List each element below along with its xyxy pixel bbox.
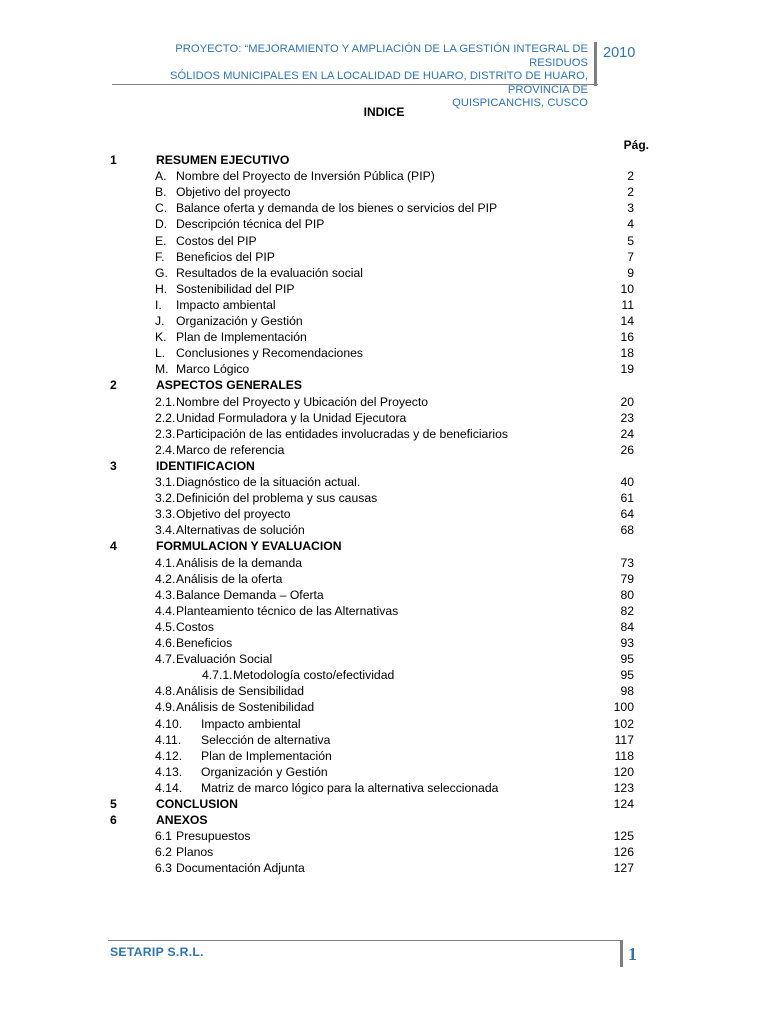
toc-page-number: 93 <box>620 636 634 650</box>
footer-rule <box>108 940 620 941</box>
toc-entry-code: 3.4. <box>155 523 176 538</box>
toc-entry-code: D. <box>155 217 168 232</box>
toc-entry-title: Planos <box>176 845 214 860</box>
toc-entry-row <box>0 281 768 297</box>
toc-entry-title: Planteamiento técnico de las Alternativas <box>176 603 399 618</box>
toc-entry-code: 6.2 <box>155 845 172 860</box>
toc-section-number: 3 <box>110 458 117 473</box>
toc-entry-code: 2.3. <box>155 426 176 441</box>
toc-page-number: 79 <box>620 571 634 586</box>
toc-entry-title: Costos del PIP <box>176 233 257 248</box>
toc-entry-code: M. <box>155 362 169 377</box>
toc-entry-code: 3.3. <box>155 507 176 522</box>
toc-section-title: ANEXOS <box>156 813 208 828</box>
toc-entry-title: Alternativas de solución <box>176 523 305 538</box>
toc-entry-code: K. <box>155 330 167 345</box>
toc-entry-title: Documentación Adjunta <box>176 861 305 876</box>
toc-entry-code: 2.1. <box>155 394 176 409</box>
toc-page-number: 125 <box>613 829 634 844</box>
toc-entry-title: Beneficios <box>176 636 233 650</box>
toc-entry-title: Análisis de la demanda <box>176 555 303 570</box>
toc-entry-code: 4.12. <box>155 748 183 763</box>
toc-section-row <box>0 796 768 812</box>
toc-entry-code: 3.1. <box>155 475 176 489</box>
toc-page-number: 61 <box>620 491 634 506</box>
toc-entry-row <box>0 748 768 764</box>
toc-section-number: 5 <box>110 797 117 811</box>
toc-page-number: 9 <box>627 265 634 280</box>
toc-entry-code: A. <box>155 169 167 184</box>
toc-page-number: 120 <box>613 764 634 779</box>
toc-page-number: 40 <box>620 475 634 489</box>
toc-section-row <box>0 458 768 474</box>
toc-entry-title: Análisis de Sensibilidad <box>176 684 305 699</box>
toc-entry-code: 4.5. <box>155 619 176 634</box>
toc-entry-title: Análisis de la oferta <box>176 571 283 586</box>
toc-page-number: 118 <box>614 748 634 763</box>
toc-entry-row <box>0 474 768 490</box>
toc-section-number: 2 <box>110 378 117 393</box>
toc-entry-row <box>0 297 768 313</box>
toc-entry-code: 6.3 <box>155 861 172 876</box>
toc-entry-title: Evaluación Social <box>176 652 273 667</box>
toc-entry-row <box>0 619 768 635</box>
toc-entry-row <box>0 555 768 571</box>
toc-entry-code: 4.10. <box>155 716 183 731</box>
toc-page-number: 20 <box>620 394 634 409</box>
toc-entry-title: Nombre del Proyecto y Ubicación del Proyecto <box>176 394 428 409</box>
toc-entry-row <box>0 426 768 442</box>
toc-page-number: 16 <box>620 330 634 345</box>
toc-page-number: 19 <box>620 362 634 377</box>
toc-section-title: RESUMEN EJECUTIVO <box>156 153 290 167</box>
toc-page-number: 11 <box>621 297 634 312</box>
toc-entry-title: Unidad Formuladora y la Unidad Ejecutora <box>176 410 407 425</box>
toc-entry-title: Plan de Implementación <box>201 748 332 763</box>
toc-entry-title: Beneficios del PIP <box>176 249 275 264</box>
toc-page-number: 98 <box>620 684 634 699</box>
toc-entry-code: 4.7. <box>155 652 176 667</box>
toc-entry-title: Impacto ambiental <box>176 297 276 312</box>
toc-entry-row <box>0 345 768 361</box>
toc-entry-row <box>0 716 768 732</box>
toc-entry-row <box>0 683 768 699</box>
toc-page-number: 117 <box>614 732 634 747</box>
toc-entry-code: 4.6. <box>155 636 176 650</box>
footer-organization: SETARIP S.R.L. <box>110 945 204 959</box>
toc-section-number: 1 <box>110 153 117 167</box>
toc-section-title: CONCLUSION <box>156 797 238 811</box>
toc-entry-code: I. <box>155 297 162 312</box>
toc-entry-row <box>0 571 768 587</box>
footer-page-number: 1 <box>628 944 637 964</box>
toc-entry-title: Balance oferta y demanda de los bienes o servicios del PIP <box>176 201 498 216</box>
toc-entry-code: 4.1. <box>155 555 176 570</box>
toc-page-number: 100 <box>613 700 634 715</box>
toc-entry-row <box>0 764 768 780</box>
toc-entry-title: Conclusiones y Recomendaciones <box>176 346 363 361</box>
toc-entry-title: Marco de referencia <box>176 442 285 457</box>
toc-page-number: 123 <box>613 780 634 795</box>
header-year: 2010 <box>603 45 636 61</box>
toc-entry-row <box>0 635 768 651</box>
toc-entry-title: Plan de Implementación <box>176 330 307 345</box>
toc-entry-title: Balance Demanda – Oferta <box>176 587 324 602</box>
toc-section-title: ASPECTOS GENERALES <box>156 378 303 393</box>
toc-entry-code: G. <box>155 265 168 280</box>
toc-entry-code: J. <box>155 314 165 328</box>
toc-entry-row <box>0 667 768 683</box>
header-title-line: QUISPICANCHIS, CUSCO <box>452 97 588 109</box>
toc-entry-code: 3.2. <box>155 491 176 506</box>
toc-page-number: 95 <box>620 652 634 667</box>
toc-entry-code: 2.4. <box>155 442 176 457</box>
toc-page-number: 14 <box>620 314 634 328</box>
toc-entry-row <box>0 168 768 184</box>
toc-entry-code: B. <box>155 185 167 200</box>
toc-entry-code: 6.1 <box>155 829 172 844</box>
toc-entry-title: Definición del problema y sus causas <box>176 491 378 506</box>
toc-entry-row <box>0 410 768 426</box>
toc-page-number: 127 <box>613 861 634 876</box>
toc-page-number: 95 <box>620 668 634 683</box>
toc-entry-row <box>0 490 768 506</box>
toc-entry-title: Metodología costo/efectividad <box>233 668 395 683</box>
toc-entry-row <box>0 828 768 844</box>
toc-entry-code: 4.2. <box>155 571 176 586</box>
toc-page-number: 4 <box>627 217 634 232</box>
toc-section-title: FORMULACION Y EVALUACION <box>156 539 342 554</box>
toc-page-number: 18 <box>620 346 634 361</box>
toc-entry-row <box>0 216 768 232</box>
toc-page-number: 124 <box>613 797 634 811</box>
toc-entry-row <box>0 732 768 748</box>
toc-page-number: 102 <box>613 716 634 731</box>
toc-entry-title: Nombre del Proyecto de Inversión Pública (PIP) <box>176 169 435 184</box>
toc-entry-code: H. <box>155 281 168 296</box>
toc-entry-row <box>0 699 768 715</box>
toc-section-number: 6 <box>110 813 117 828</box>
toc-entry-row <box>0 361 768 377</box>
toc-section-title: IDENTIFICACION <box>156 458 255 473</box>
toc-entry-code: 4.3. <box>155 587 176 602</box>
toc-entry-code: L. <box>155 346 166 361</box>
toc-page-number: 26 <box>620 442 634 457</box>
toc-entry-row <box>0 603 768 619</box>
toc-entry-title: Costos <box>176 619 214 634</box>
toc-entry-row <box>0 522 768 538</box>
toc-page-number: 3 <box>627 201 634 216</box>
toc-entry-row <box>0 844 768 860</box>
toc-entry-title: Objetivo del proyecto <box>176 185 291 200</box>
toc-entry-title: Selección de alternativa <box>201 732 331 747</box>
toc-entry-row <box>0 506 768 522</box>
toc-section-row <box>0 152 768 168</box>
toc-entry-title: Diagnóstico de la situación actual. <box>176 475 361 489</box>
toc-page-number: 2 <box>627 185 634 200</box>
toc-page-number: 73 <box>620 555 634 570</box>
toc-entry-code: 2.2. <box>155 410 176 425</box>
toc-entry-code: 4.14. <box>155 780 183 795</box>
toc-entry-code: 4.8. <box>155 684 176 699</box>
toc-entry-row <box>0 860 768 876</box>
toc-page-number: 64 <box>620 507 634 522</box>
toc-page-number: 10 <box>620 281 634 296</box>
toc-entry-code: 4.7.1. <box>202 668 233 683</box>
toc-entry-row <box>0 329 768 345</box>
footer-divider <box>620 940 623 967</box>
toc-page-number: 5 <box>627 233 634 248</box>
toc-entry-row <box>0 265 768 281</box>
toc-page-number: 80 <box>620 587 634 602</box>
toc-entry-row <box>0 200 768 216</box>
toc-page-number: 2 <box>627 169 634 184</box>
toc-entry-row <box>0 442 768 458</box>
toc-entry-title: Sostenibilidad del PIP <box>176 281 295 296</box>
toc-entry-row <box>0 313 768 329</box>
header-title-line: SÓLIDOS MUNICIPALES EN LA LOCALIDAD DE HUARO, DISTRITO DE HUARO, PROVINCIA DE <box>169 70 588 96</box>
toc-entry-title: Presupuestos <box>176 829 251 844</box>
toc-entry-code: F. <box>155 249 165 264</box>
toc-entry-row <box>0 780 768 796</box>
toc-section-row <box>0 538 768 554</box>
toc-entry-code: 4.11. <box>155 732 182 747</box>
toc-entry-row <box>0 249 768 265</box>
page-column-label: Pág. <box>623 138 649 152</box>
toc-entry-row <box>0 394 768 410</box>
toc-entry-title: Análisis de Sostenibilidad <box>176 700 315 715</box>
toc-page-number: 68 <box>620 523 634 538</box>
toc-page-number: 126 <box>613 845 634 860</box>
toc-entry-code: E. <box>155 233 167 248</box>
toc-page-number: 24 <box>620 426 634 441</box>
toc-entry-code: 4.13. <box>155 764 183 779</box>
toc-entry-title: Impacto ambiental <box>201 716 301 731</box>
toc-page-number: 82 <box>620 603 634 618</box>
toc-entry-title: Objetivo del proyecto <box>176 507 291 522</box>
toc-entry-title: Matriz de marco lógico para la alternativa seleccionada <box>201 780 499 795</box>
toc-entry-row <box>0 587 768 603</box>
header-title-line: PROYECTO: “MEJORAMIENTO Y AMPLIACIÓN DE LA GESTIÓN INTEGRAL DE RESIDUOS <box>175 43 588 69</box>
toc-page-number: 7 <box>627 249 634 264</box>
toc-entry-title: Organización y Gestión <box>176 314 303 328</box>
toc-entry-code: C. <box>155 201 168 216</box>
header-rule <box>112 84 598 85</box>
toc-page-number: 84 <box>620 619 634 634</box>
toc-entry-row <box>0 184 768 200</box>
header-divider <box>594 42 597 86</box>
index-title: INDICE <box>363 105 405 119</box>
toc-entry-row <box>0 651 768 667</box>
toc-entry-code: 4.4. <box>155 603 176 618</box>
toc-section-row <box>0 812 768 828</box>
toc-entry-title: Resultados de la evaluación social <box>176 265 363 280</box>
header-title <box>128 43 588 111</box>
toc-entry-row <box>0 233 768 249</box>
toc-page-number: 23 <box>620 410 634 425</box>
toc-entry-code: 4.9. <box>155 700 176 715</box>
toc-section-number: 4 <box>110 539 117 554</box>
toc-entry-title: Organización y Gestión <box>201 764 328 779</box>
toc-entry-title: Descripción técnica del PIP <box>176 217 325 232</box>
toc-section-row <box>0 377 768 393</box>
toc-entry-title: Participación de las entidades involucradas y de beneficiarios <box>176 426 508 441</box>
toc-entry-title: Marco Lógico <box>176 362 250 377</box>
